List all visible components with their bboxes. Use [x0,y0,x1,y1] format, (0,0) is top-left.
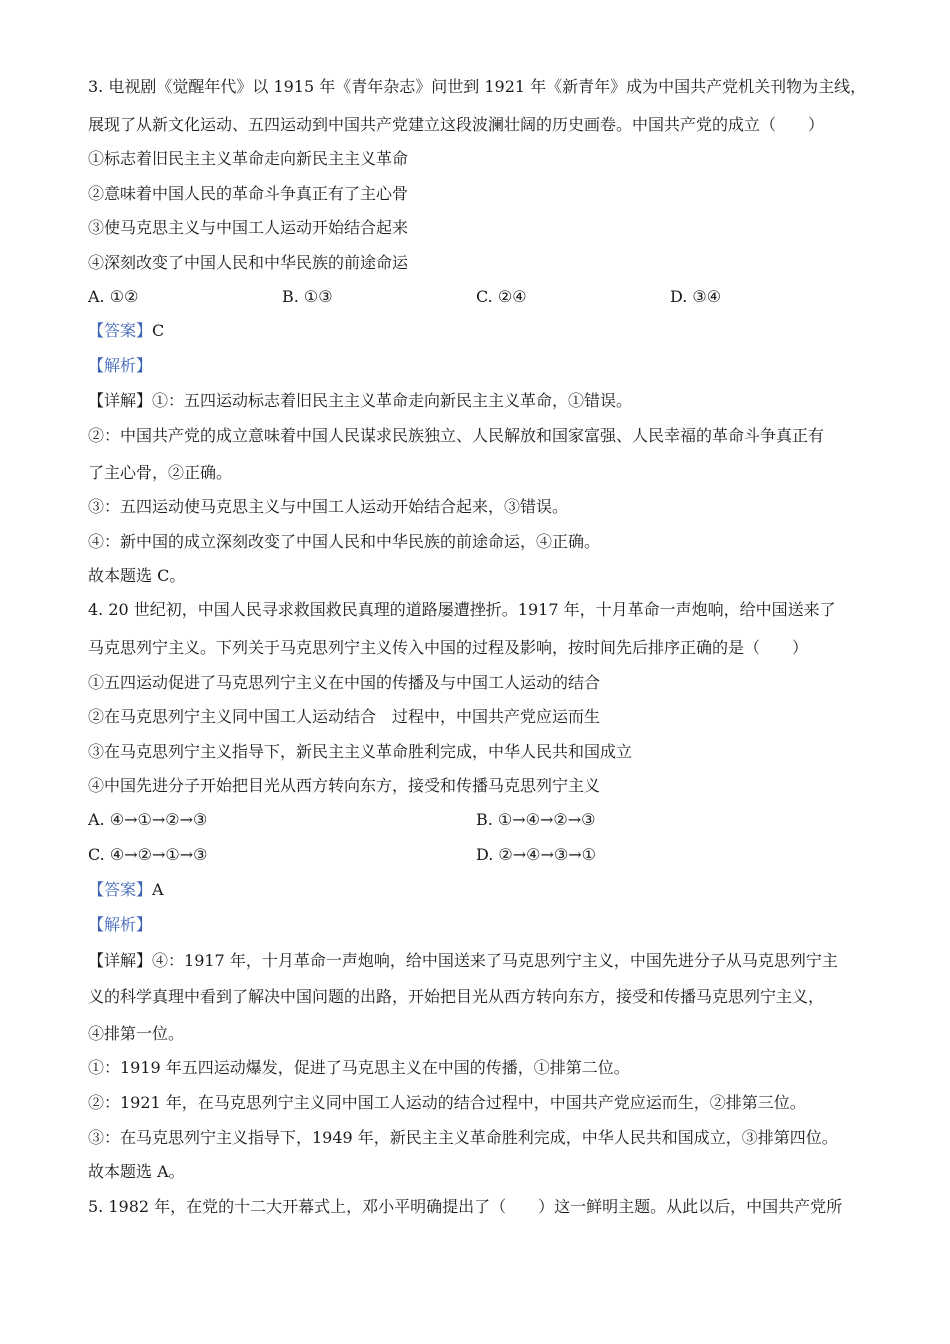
q4-detail-line-5: ②：1921 年，在马克思列宁主义同中国工人运动的结合过程中，中国共产党应运而生，②排第三位。 [88,1093,806,1112]
q4-stem-line-1: 4. 20 世纪初，中国人民寻求救国救民真理的道路屡遭挫折。1917 年，十月革命一声炮响，给中国送来了 [88,600,836,619]
q4-detail-line-3: ④排第一位。 [88,1024,185,1043]
q4-option-b: B. ①→④→②→③ [476,810,596,829]
q4-answer-tag: 【答案】 [88,880,153,899]
q3-answer-line [88,321,164,341]
q4-item-3: ③在马克思列宁主义指导下，新民主主义革命胜利完成，中华人民共和国成立 [88,742,633,761]
q3-item-4: ④深刻改变了中国人民和中华民族的前途命运 [88,253,409,272]
q4-answer-value: A [152,880,164,899]
q4-option-d: D. ②→④→③→① [476,845,597,864]
q4-item-4: ④中国先进分子开始把目光从西方转向东方，接受和传播马克思列宁主义 [88,776,601,795]
q4-answer-line [88,880,164,900]
q3-option-c: C. ②④ [476,287,527,306]
q3-detail-line-2: ②：中国共产党的成立意味着中国人民谋求民族独立、人民解放和国家富强、人民幸福的革命斗争真正有 [88,426,825,445]
q3-answer-value: C [152,321,165,340]
q3-conclusion: 故本题选 C。 [88,566,186,585]
q4-option-c: C. ④→②→①→③ [88,845,208,864]
q4-detail-line-2: 义的科学真理中看到了解决中国问题的出路，开始把目光从西方转向东方，接受和传播马克思列宁主义， [88,987,825,1006]
q3-detail-line-5: ④：新中国的成立深刻改变了中国人民和中华民族的前途命运，④正确。 [88,532,601,551]
q4-conclusion: 故本题选 A。 [88,1162,185,1181]
q3-detail-line-4: ③：五四运动使马克思主义与中国工人运动开始结合起来，③错误。 [88,497,569,516]
q3-stem-line-2: 展现了从新文化运动、五四运动到中国共产党建立这段波澜壮阔的历史画卷。中国共产党的成立（ ） [88,115,825,134]
q3-detail-tag: 【详解】 [88,391,153,410]
q3-option-d: D. ③④ [670,287,722,306]
q3-item-2: ②意味着中国人民的革命斗争真正有了主心骨 [88,184,409,203]
q3-answer-tag: 【答案】 [88,321,153,340]
q3-analysis-tag: 【解析】 [88,356,153,375]
q3-option-b: B. ①③ [282,287,333,306]
q3-stem-line-1: 3. 电视剧《觉醒年代》以 1915 年《青年杂志》问世到 1921 年《新青年》成为中国共产党机关刊物为主线， [88,77,867,96]
q4-item-1: ①五四运动促进了马克思列宁主义在中国的传播及与中国工人运动的结合 [88,673,601,692]
q3-detail-line-1 [88,391,632,411]
q4-option-a: A. ④→①→②→③ [88,810,208,829]
q3-item-3: ③使马克思主义与中国工人运动开始结合起来 [88,218,409,237]
q3-detail-line-3: 了主心骨，②正确。 [88,463,233,482]
q4-item-2: ②在马克思列宁主义同中国工人运动结合 过程中，中国共产党应运而生 [88,707,601,726]
q4-stem-line-2: 马克思列宁主义。下列关于马克思列宁主义传入中国的过程及影响，按时间先后排序正确的是（ ） [88,638,809,657]
q3-item-1: ①标志着旧民主主义革命走向新民主主义革命 [88,149,409,168]
q4-detail-tag: 【详解】 [88,951,153,970]
q4-detail-line-1 [88,951,838,971]
q4-detail-line-4: ①：1919 年五四运动爆发，促进了马克思主义在中国的传播，①排第二位。 [88,1058,630,1077]
q3-option-a: A. ①② [88,287,139,306]
q4-analysis-tag: 【解析】 [88,915,153,934]
q4-detail-text-1: ④：1917 年，十月革命一声炮响，给中国送来了马克思列宁主义，中国先进分子从马克思列宁主 [152,951,838,970]
q5-stem-line-1: 5. 1982 年，在党的十二大开幕式上，邓小平明确提出了（ ）这一鲜明主题。从此以后，中国共产党所 [88,1197,843,1216]
q4-detail-line-6: ③：在马克思列宁主义指导下，1949 年，新民主主义革命胜利完成，中华人民共和国成立，③排第四位。 [88,1128,838,1147]
q3-detail-text-1: ①：五四运动标志着旧民主主义革命走向新民主主义革命，①错误。 [152,391,633,410]
